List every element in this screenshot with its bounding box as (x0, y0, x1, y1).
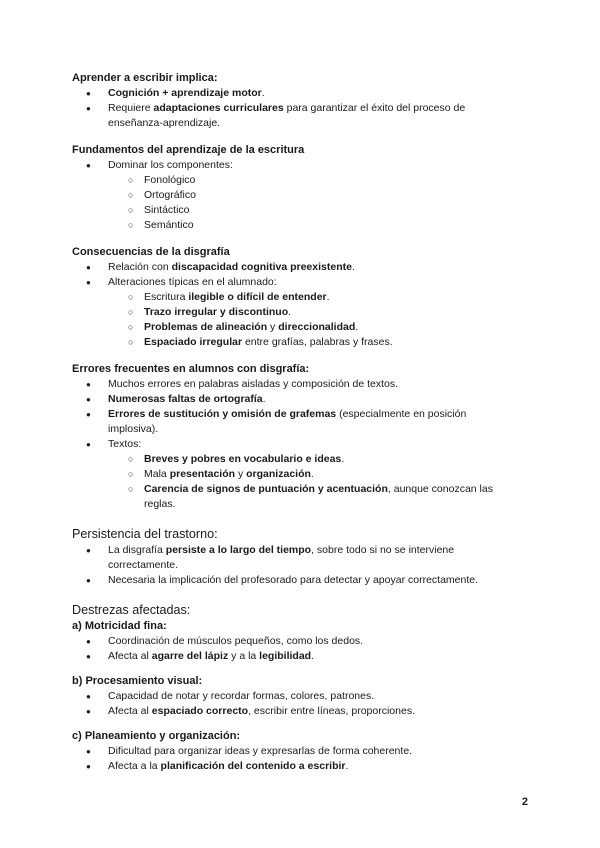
subsection-heading: c) Planeamiento y organización: (72, 730, 241, 742)
bold-text: persiste a lo largo del tiempo (165, 544, 312, 556)
bold-text: legibilidad (259, 650, 312, 662)
list-item (72, 704, 532, 719)
text: . (262, 393, 266, 405)
sub-bullet-list (72, 452, 532, 512)
bold-text: discapacidad cognitiva preexistente (171, 261, 352, 273)
text: Afecta a la (108, 760, 161, 772)
bullet-list (72, 86, 532, 131)
text: . (310, 468, 314, 480)
page-number: 2 (521, 796, 528, 808)
bold-text: Espaciado irregular (144, 336, 243, 348)
section-heading: Fundamentos del aprendizaje de la escritura (72, 144, 305, 156)
sub-list-item (72, 452, 532, 467)
list-item: ● Necesaria la implicación del profesorado para detectar y apoyar correctamente. (72, 573, 532, 588)
text: enseñanza-aprendizaje. (108, 117, 221, 129)
list-item (72, 86, 532, 101)
section-destrezas (72, 602, 532, 774)
text: . (288, 306, 292, 318)
list-item: ● Capacidad de notar y recordar formas, colores, patrones. (72, 689, 532, 704)
list-item: ● Dominar los componentes: (72, 158, 532, 173)
list-item (72, 759, 532, 774)
bold-text: presentación (169, 468, 236, 480)
section-heading: Consecuencias de la disgrafía (72, 246, 230, 258)
bullet-list (72, 377, 532, 452)
bold-text: Errores de sustitución y omisión de grafemas (108, 408, 337, 420)
text: entre grafías, palabras y frases. (242, 336, 393, 348)
list-item (72, 101, 532, 131)
section-consecuencias (72, 245, 532, 350)
text: Escritura (144, 291, 189, 303)
list-item: ● Textos: (72, 437, 532, 452)
text: Afecta al (108, 705, 152, 717)
section-heading: Persistencia del trastorno: (72, 527, 218, 541)
section-heading: Aprender a escribir implica: (72, 72, 218, 84)
text: . (261, 87, 265, 99)
text: . (341, 453, 345, 465)
bold-text: planificación del contenido a escribir (160, 760, 346, 772)
sub-list-item: ○ Fonológico (72, 173, 532, 188)
subsection-heading: a) Motricidad fina: (72, 620, 167, 632)
bold-text: Numerosas faltas de ortografía (108, 393, 263, 405)
text: . (311, 650, 315, 662)
section-heading: Destrezas afectadas: (72, 603, 191, 617)
text: . (351, 261, 355, 273)
sub-list-item (72, 335, 532, 350)
sub-list-item: ○ Ortográfico (72, 188, 532, 203)
sub-list-item (72, 467, 532, 482)
text: Requiere (108, 102, 154, 114)
bullet-list (72, 260, 532, 290)
list-item: ● Dificultad para organizar ideas y expresarlas de forma coherente. (72, 744, 532, 759)
sub-bullet-list (72, 290, 532, 350)
section-errores (72, 362, 532, 512)
text: implosiva). (108, 423, 159, 435)
text: , escribir entre líneas, proporciones. (248, 705, 415, 717)
list-item (72, 392, 532, 407)
text: (especialmente en posición (336, 408, 467, 420)
bold-text: agarre del lápiz (151, 650, 229, 662)
bold-text: Trazo irregular y discontinuo (144, 306, 289, 318)
sub-list-item (72, 290, 532, 305)
text: para garantizar el éxito del proceso de (283, 102, 466, 114)
text: Mala (144, 468, 170, 480)
sub-list-item: ○ Sintáctico (72, 203, 532, 218)
bold-text: ilegible o difícil de entender (188, 291, 327, 303)
bullet-list (72, 543, 532, 588)
text: La disgrafía (108, 544, 166, 556)
bold-text: direccionalidad (278, 321, 356, 333)
bold-text: Cognición + aprendizaje motor (108, 87, 262, 99)
section-fundamentos (72, 143, 532, 233)
bold-text: espaciado correcto (151, 705, 249, 717)
list-item: ● Muchos errores en palabras aisladas y composición de textos. (72, 377, 532, 392)
list-item (72, 543, 532, 573)
sub-list-item: ○ Semántico (72, 218, 532, 233)
list-item (72, 260, 532, 275)
text: , aunque conozcan las (387, 483, 493, 495)
sub-list-item (72, 482, 532, 512)
list-item (72, 649, 532, 664)
text: y (235, 468, 247, 480)
bold-text: organización (246, 468, 311, 480)
bold-text: Breves y pobres en vocabulario e ideas (144, 453, 342, 465)
list-item: ● Alteraciones típicas en el alumnado: (72, 275, 532, 290)
text: correctamente. (108, 559, 179, 571)
text: reglas. (144, 498, 176, 510)
bullet-list (72, 689, 532, 719)
subsection-heading: b) Procesamiento visual: (72, 675, 203, 687)
text: y (267, 321, 279, 333)
sub-list-item (72, 305, 532, 320)
text: Relación con (108, 261, 172, 273)
section-persistencia (72, 526, 532, 588)
text: . (345, 760, 349, 772)
section-heading: Errores frecuentes en alumnos con disgrafía: (72, 363, 310, 375)
text: . (355, 321, 359, 333)
section-aprender (72, 71, 532, 131)
list-item (72, 407, 532, 437)
bold-text: Problemas de alineación (144, 321, 268, 333)
bold-text: Carencia de signos de puntuación y acentuación (144, 483, 388, 495)
bullet-list (72, 158, 532, 173)
text: . (326, 291, 330, 303)
list-item: ● Coordinación de músculos pequeños, como los dedos. (72, 634, 532, 649)
bullet-list (72, 744, 532, 774)
text: , sobre todo si no se interviene (311, 544, 455, 556)
bold-text: adaptaciones curriculares (153, 102, 284, 114)
text: y a la (228, 650, 260, 662)
bullet-list (72, 634, 532, 664)
sub-list-item (72, 320, 532, 335)
document-page (72, 71, 532, 774)
text: Afecta al (108, 650, 152, 662)
sub-bullet-list (72, 173, 532, 233)
